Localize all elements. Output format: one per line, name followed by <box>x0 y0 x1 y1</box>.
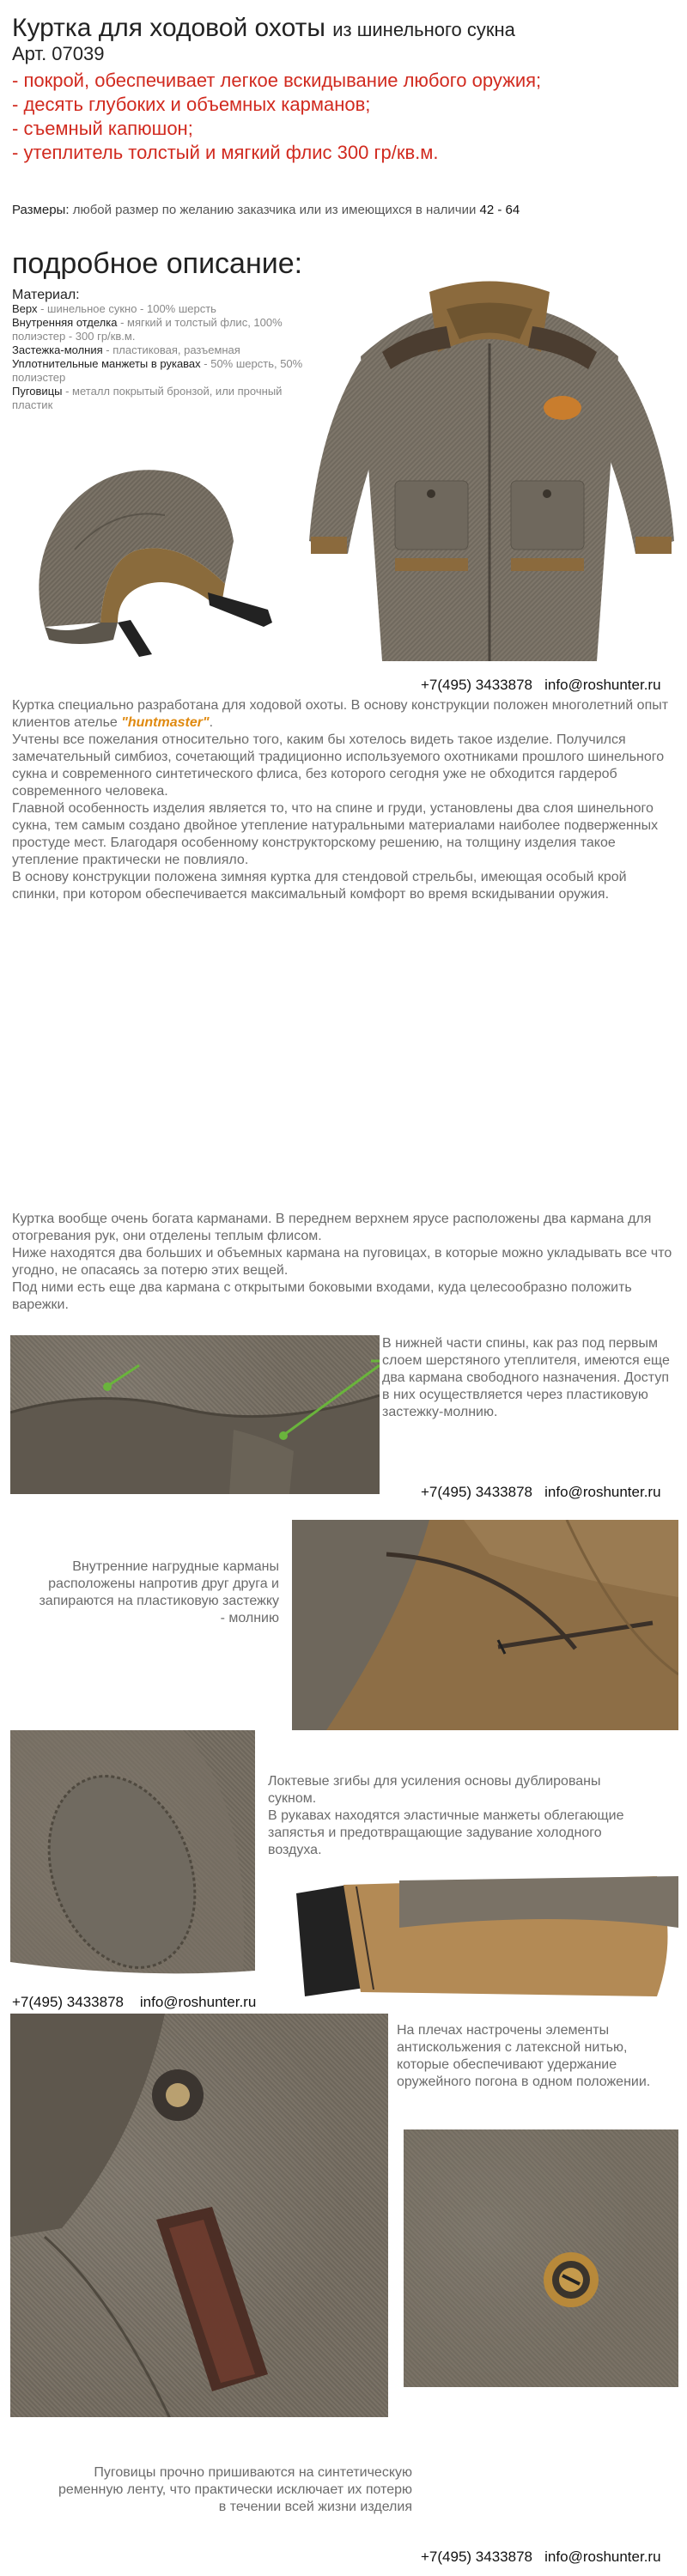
description-p3: Главной особенность изделия является то, что на спине и груди, установлены два слоя шинельного сукна, тем самым создано двойное утепление натуральными материалами наиболее подверженных простуде мест. Благодаря особенному конструкторскому решению, на толщину изделия такое утепление практически не повлияло. <box>12 801 659 867</box>
feature-item: - десять глубоких и объемных карманов; <box>12 94 371 115</box>
email-text: info@roshunter.ru <box>544 1484 661 1500</box>
material-value: - пластиковая, разъемная <box>102 343 240 356</box>
material-key: Внутренняя отделка <box>12 316 118 329</box>
pockets-p3: Под ними есть еще два кармана с открытыми боковыми входами, куда целесообразно положить варежки. <box>12 1280 632 1312</box>
material-item <box>12 302 308 316</box>
page-title <box>12 14 515 43</box>
material-block <box>12 289 308 412</box>
title-suffix: из шинельного сукна <box>332 19 515 40</box>
section-title: подробное описание: <box>12 247 303 280</box>
material-value: - шинельное сукно - 100% шерсть <box>37 302 216 315</box>
description-p4: В основу конструкции положена зимняя куртка для стендовой стрельбы, имеющая особый крой спинки, при котором обеспечивается максимальный комфорт во время вскидывании оружия. <box>12 870 627 902</box>
description-text: . <box>209 715 214 730</box>
shoulder-caption: На плечах настрочены элементы антискольжения с латексной нитью, которые обеспечивают удержание оружейного погона в одном положении. <box>397 2023 651 2089</box>
description-text: Куртка специально разработана для ходовой охоты. В основу конструкции положен многолетний опыт клиентов ателье <box>12 698 669 730</box>
material-value: - мягкий и толстый флис, 100% полиэстер - 300 гр/кв.м. <box>12 316 283 343</box>
features-list <box>12 69 541 165</box>
sizes-text: любой размер по желанию заказчика или из имеющихся в наличии <box>72 203 477 217</box>
button-caption: Пуговицы прочно пришиваются на синтетическую ременную ленту, что практически исключает их потерю в течении всей жизни изделия <box>58 2465 412 2514</box>
email-text: info@roshunter.ru <box>139 1994 257 2010</box>
material-value: - металл покрытый бронзой, или прочный пластик <box>12 385 283 411</box>
elbow-caption-1: Локтевые згибы для усиления основы дублированы сукном. <box>268 1774 601 1806</box>
sizes-line <box>12 203 520 217</box>
feature-item: - утеплитель толстый и мягкий флис 300 гр/кв.м. <box>12 142 439 163</box>
material-heading: Материал: <box>12 288 80 302</box>
material-item <box>12 357 308 385</box>
chest-pockets-caption: Внутренние нагрудные карманы расположены напротив друг друга и запираются на пластиковую застежку - молнию <box>39 1559 279 1625</box>
material-key: Застежка-молния <box>12 343 103 356</box>
article-number: Арт. 07039 <box>12 43 105 64</box>
pockets-p1: Куртка вообще очень богата карманами. В переднем верхнем ярусе расположены два кармана для отогревания рук, они отделены теплым флисом. <box>12 1212 652 1243</box>
email-text: info@roshunter.ru <box>544 677 661 693</box>
elbow-caption-2: В рукавах находятся эластичные манжеты облегающие запястья и предотвращающие задувание холодного воздуха. <box>268 1808 624 1857</box>
phone-text: +7(495) 3433878 <box>12 1994 124 2010</box>
pockets-p2: Ниже находятся два больших и объемных кармана на пуговицах, в которые можно укладывать все что угодно, не опасаясь за потерю этих вещей. <box>12 1246 672 1278</box>
chest-pocket-photo <box>292 1520 678 1730</box>
contact-line <box>421 677 661 694</box>
elbow-patch-photo <box>10 1730 255 1988</box>
material-item <box>12 316 308 343</box>
back-pocket-photo <box>10 1335 380 1494</box>
material-key: Уплотнительные манжеты в рукавах <box>12 357 201 370</box>
sizes-range: 42 - 64 <box>479 203 520 217</box>
cuff-photo <box>296 1876 678 1996</box>
feature-item: - съемный капюшон; <box>12 118 193 139</box>
hood-photo <box>10 438 294 670</box>
contact-line <box>421 2549 661 2566</box>
material-key: Пуговицы <box>12 385 63 398</box>
shoulder-grip-photo <box>10 2014 388 2447</box>
contact-line <box>12 1994 256 2011</box>
description-p1 <box>12 697 673 732</box>
phone-text: +7(495) 3433878 <box>421 2549 532 2565</box>
material-value: - 50% шерсть, 50% полиэстер <box>12 357 303 384</box>
phone-text: +7(495) 3433878 <box>421 1484 532 1500</box>
contact-line <box>421 1484 661 1501</box>
jacket-photo <box>301 258 678 678</box>
feature-item: - покрой, обеспечивает легкое вскидывание любого оружия; <box>12 70 542 91</box>
material-key: Верх <box>12 302 38 315</box>
title-text: Куртка для ходовой охоты <box>12 14 325 42</box>
description-block <box>12 697 673 903</box>
sizes-label: Размеры: <box>12 203 70 217</box>
button-photo <box>404 2129 678 2387</box>
brand-name: "huntmaster" <box>121 715 210 730</box>
back-pocket-caption: В нижней части спины, как раз под первым слоем шерстяного утеплителя, имеются еще два кармана свободного назначения. Доступ в них осуществляется через пластиковую застежку-молнию. <box>382 1336 670 1419</box>
email-text: info@roshunter.ru <box>544 2549 661 2565</box>
material-item <box>12 385 308 412</box>
material-item <box>12 343 308 357</box>
description-p2: Учтены все пожелания относительно того, каким бы хотелось видеть такое изделие. Получился замечательный симбиоз, сочетающий традиционно используемого охотниками прошлого шинельного сукна и современного синтетического флиса, без которого сегодня уже не обходится гардероб современного человека. <box>12 732 665 799</box>
pockets-block <box>12 1211 673 1314</box>
phone-text: +7(495) 3433878 <box>421 677 532 693</box>
elbow-caption <box>268 1773 646 1859</box>
